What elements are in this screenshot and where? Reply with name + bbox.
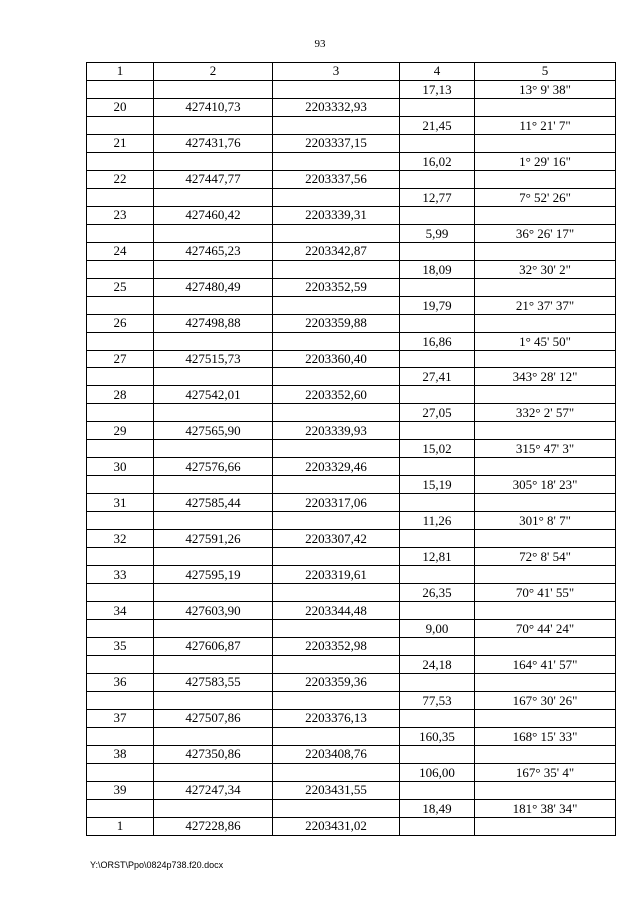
table-cell — [475, 458, 616, 476]
table-row — [87, 134, 616, 152]
table-row — [87, 745, 616, 763]
table-cell: 2203339,93 — [273, 422, 400, 440]
table-cell: 2203359,88 — [273, 314, 400, 332]
table-cell — [475, 566, 616, 584]
table-cell: 164° 41' 57" — [475, 655, 616, 673]
column-header: 3 — [273, 63, 400, 81]
table-cell: 28 — [87, 386, 154, 404]
table-cell — [273, 188, 400, 206]
table-cell: 9,00 — [400, 620, 475, 638]
table-cell: 427565,90 — [154, 422, 273, 440]
table-cell — [154, 799, 273, 817]
table-cell: 301° 8' 7" — [475, 512, 616, 530]
table-cell — [154, 691, 273, 709]
table-row — [87, 152, 616, 170]
table-cell — [273, 512, 400, 530]
table-row — [87, 548, 616, 566]
table-cell — [273, 440, 400, 458]
table-cell — [87, 584, 154, 602]
table-cell: 427576,66 — [154, 458, 273, 476]
table-cell: 2203352,60 — [273, 386, 400, 404]
table-cell: 12,81 — [400, 548, 475, 566]
table-cell — [87, 512, 154, 530]
page-number: 93 — [314, 38, 326, 50]
table-cell — [87, 404, 154, 422]
table-cell: 18,49 — [400, 799, 475, 817]
table-cell: 427431,76 — [154, 134, 273, 152]
table-cell — [87, 799, 154, 817]
table-cell: 27,41 — [400, 368, 475, 386]
table-cell — [154, 404, 273, 422]
table-cell — [475, 206, 616, 224]
table-cell — [273, 116, 400, 134]
table-cell: 427465,23 — [154, 242, 273, 260]
table-cell — [154, 332, 273, 350]
table-row — [87, 781, 616, 799]
table-cell: 427585,44 — [154, 494, 273, 512]
table-cell — [154, 152, 273, 170]
table-row — [87, 242, 616, 260]
table-cell — [273, 548, 400, 566]
table-row — [87, 224, 616, 242]
table-cell: 2203408,76 — [273, 745, 400, 763]
table-cell — [154, 512, 273, 530]
table-cell: 2203344,48 — [273, 602, 400, 620]
table-cell — [154, 224, 273, 242]
coordinates-table — [86, 62, 616, 836]
table-cell — [87, 332, 154, 350]
table-row — [87, 655, 616, 673]
table-cell — [400, 134, 475, 152]
table-cell — [475, 781, 616, 799]
table-row — [87, 98, 616, 116]
table-cell: 21 — [87, 134, 154, 152]
table-cell — [400, 206, 475, 224]
table-cell: 315° 47' 3" — [475, 440, 616, 458]
table-cell — [273, 763, 400, 781]
table-row — [87, 709, 616, 727]
table-cell: 167° 30' 26" — [475, 691, 616, 709]
table-cell — [475, 314, 616, 332]
table-row — [87, 458, 616, 476]
table-cell — [475, 98, 616, 116]
table-cell — [273, 584, 400, 602]
column-header: 1 — [87, 63, 154, 81]
table-cell — [475, 817, 616, 835]
table-row — [87, 314, 616, 332]
file-path-footer: Y:\ORST\Ppo\0824p738.f20.docx — [90, 860, 224, 870]
table-cell: 427606,87 — [154, 638, 273, 656]
table-cell: 15,02 — [400, 440, 475, 458]
table-cell: 19,79 — [400, 296, 475, 314]
table-cell — [475, 350, 616, 368]
table-row — [87, 206, 616, 224]
table-cell — [475, 134, 616, 152]
table-cell: 427410,73 — [154, 98, 273, 116]
table-cell — [400, 566, 475, 584]
table-cell — [400, 278, 475, 296]
table-cell — [273, 620, 400, 638]
table-row — [87, 638, 616, 656]
table-cell: 16,02 — [400, 152, 475, 170]
table-row — [87, 368, 616, 386]
table-row — [87, 584, 616, 602]
table-row — [87, 673, 616, 691]
table-cell: 30 — [87, 458, 154, 476]
table-cell — [475, 673, 616, 691]
table-cell: 36 — [87, 673, 154, 691]
table-cell: 2203317,06 — [273, 494, 400, 512]
table-cell: 27 — [87, 350, 154, 368]
table-cell — [154, 260, 273, 278]
table-cell: 427447,77 — [154, 170, 273, 188]
table-cell — [400, 745, 475, 763]
table-cell: 32 — [87, 530, 154, 548]
table-row — [87, 332, 616, 350]
table-body — [87, 80, 616, 835]
table-cell — [273, 224, 400, 242]
table-cell — [273, 332, 400, 350]
table-cell: 2203431,55 — [273, 781, 400, 799]
table-cell — [87, 80, 154, 98]
table-cell: 427542,01 — [154, 386, 273, 404]
table-cell: 34 — [87, 602, 154, 620]
table-row — [87, 278, 616, 296]
table-cell: 427515,73 — [154, 350, 273, 368]
table-cell — [400, 170, 475, 188]
table-cell: 427228,86 — [154, 817, 273, 835]
table-cell: 2203342,87 — [273, 242, 400, 260]
table-cell — [87, 224, 154, 242]
table-cell: 2203352,59 — [273, 278, 400, 296]
table-row — [87, 386, 616, 404]
table-cell — [273, 80, 400, 98]
table-cell — [87, 440, 154, 458]
table-cell: 427350,86 — [154, 745, 273, 763]
table-row — [87, 422, 616, 440]
table-cell: 72° 8' 54" — [475, 548, 616, 566]
table-row — [87, 799, 616, 817]
table-cell — [154, 763, 273, 781]
table-cell: 427507,86 — [154, 709, 273, 727]
table-cell — [87, 260, 154, 278]
table-cell: 26 — [87, 314, 154, 332]
table-cell — [273, 691, 400, 709]
table-cell — [273, 368, 400, 386]
table-cell — [400, 422, 475, 440]
table-cell: 35 — [87, 638, 154, 656]
table-cell — [87, 691, 154, 709]
column-header: 5 — [475, 63, 616, 81]
table-row — [87, 566, 616, 584]
table-cell: 27,05 — [400, 404, 475, 422]
table-cell — [273, 727, 400, 745]
table-cell — [400, 781, 475, 799]
table-cell — [475, 494, 616, 512]
table-row — [87, 260, 616, 278]
table-row — [87, 476, 616, 494]
table-cell: 13° 9' 38" — [475, 80, 616, 98]
table-cell — [273, 655, 400, 673]
table-row — [87, 620, 616, 638]
table-cell: 1° 29' 16" — [475, 152, 616, 170]
table-cell: 11,26 — [400, 512, 475, 530]
table-cell — [154, 116, 273, 134]
table-cell — [87, 368, 154, 386]
table-cell: 11° 21' 7" — [475, 116, 616, 134]
table-cell: 24,18 — [400, 655, 475, 673]
table-cell — [87, 763, 154, 781]
table-cell: 160,35 — [400, 727, 475, 745]
table-cell — [400, 530, 475, 548]
table-row — [87, 440, 616, 458]
table-cell: 2203359,36 — [273, 673, 400, 691]
table-cell — [400, 458, 475, 476]
table-cell — [87, 727, 154, 745]
table-cell — [87, 620, 154, 638]
table-cell — [475, 422, 616, 440]
table-cell: 168° 15' 33" — [475, 727, 616, 745]
table-cell: 21° 37' 37" — [475, 296, 616, 314]
table-cell: 36° 26' 17" — [475, 224, 616, 242]
table-cell — [400, 314, 475, 332]
table-cell: 427498,88 — [154, 314, 273, 332]
table-cell: 5,99 — [400, 224, 475, 242]
table-cell — [273, 260, 400, 278]
table-cell: 32° 30' 2" — [475, 260, 616, 278]
table-cell: 18,09 — [400, 260, 475, 278]
column-header: 4 — [400, 63, 475, 81]
table-cell: 2203319,61 — [273, 566, 400, 584]
table-cell: 22 — [87, 170, 154, 188]
table-cell — [400, 242, 475, 260]
table-row — [87, 170, 616, 188]
table-cell — [475, 278, 616, 296]
table-cell: 23 — [87, 206, 154, 224]
table-row — [87, 530, 616, 548]
table-cell: 33 — [87, 566, 154, 584]
table-cell: 70° 41' 55" — [475, 584, 616, 602]
table-cell — [154, 80, 273, 98]
table-cell: 24 — [87, 242, 154, 260]
table-cell — [400, 98, 475, 116]
table-cell: 2203339,31 — [273, 206, 400, 224]
table-cell — [154, 584, 273, 602]
table-row — [87, 296, 616, 314]
table-cell — [154, 476, 273, 494]
table-row — [87, 116, 616, 134]
table-cell — [475, 638, 616, 656]
table-cell — [400, 602, 475, 620]
table-cell: 427480,49 — [154, 278, 273, 296]
table-cell: 2203307,42 — [273, 530, 400, 548]
table-row — [87, 817, 616, 835]
table-cell — [154, 440, 273, 458]
table-cell: 2203337,56 — [273, 170, 400, 188]
table-cell — [87, 296, 154, 314]
table-cell — [87, 152, 154, 170]
table-cell: 2203360,40 — [273, 350, 400, 368]
table-cell: 38 — [87, 745, 154, 763]
table-cell: 2203352,98 — [273, 638, 400, 656]
table-cell: 17,13 — [400, 80, 475, 98]
table-cell — [400, 386, 475, 404]
table-cell — [154, 548, 273, 566]
table-cell — [475, 242, 616, 260]
table-row — [87, 80, 616, 98]
table-cell: 20 — [87, 98, 154, 116]
table-cell: 29 — [87, 422, 154, 440]
table-cell — [400, 817, 475, 835]
table-cell: 7° 52' 26" — [475, 188, 616, 206]
table-cell: 427603,90 — [154, 602, 273, 620]
table-cell — [87, 476, 154, 494]
table-cell — [400, 350, 475, 368]
table-cell — [475, 745, 616, 763]
table-cell — [154, 655, 273, 673]
table-cell: 343° 28' 12" — [475, 368, 616, 386]
table-cell: 26,35 — [400, 584, 475, 602]
table-header-row — [87, 63, 616, 81]
table-cell: 2203329,46 — [273, 458, 400, 476]
table-cell: 16,86 — [400, 332, 475, 350]
column-header: 2 — [154, 63, 273, 81]
table-cell: 181° 38' 34" — [475, 799, 616, 817]
table-cell — [87, 548, 154, 566]
table-row — [87, 691, 616, 709]
table-cell — [475, 602, 616, 620]
table-row — [87, 350, 616, 368]
table-cell: 2203376,13 — [273, 709, 400, 727]
table-row — [87, 404, 616, 422]
table-cell — [475, 386, 616, 404]
table-cell: 2203337,15 — [273, 134, 400, 152]
table-cell: 37 — [87, 709, 154, 727]
table-cell — [400, 638, 475, 656]
table-row — [87, 763, 616, 781]
table-cell — [154, 368, 273, 386]
table-cell: 15,19 — [400, 476, 475, 494]
table-cell — [273, 476, 400, 494]
table-cell — [154, 188, 273, 206]
table-row — [87, 602, 616, 620]
table-row — [87, 494, 616, 512]
table-row — [87, 188, 616, 206]
table-cell: 427595,19 — [154, 566, 273, 584]
table-cell — [475, 530, 616, 548]
table-cell: 31 — [87, 494, 154, 512]
table-cell — [273, 404, 400, 422]
table-cell — [475, 709, 616, 727]
table-cell: 77,53 — [400, 691, 475, 709]
table-cell: 427460,42 — [154, 206, 273, 224]
table-cell: 25 — [87, 278, 154, 296]
table-cell — [400, 494, 475, 512]
table-cell — [87, 116, 154, 134]
table-cell: 427591,26 — [154, 530, 273, 548]
table-cell — [273, 296, 400, 314]
table-cell: 106,00 — [400, 763, 475, 781]
table-cell — [273, 152, 400, 170]
table-cell — [154, 620, 273, 638]
table-cell — [400, 673, 475, 691]
table-cell: 427247,34 — [154, 781, 273, 799]
table-cell — [87, 655, 154, 673]
table-cell — [273, 799, 400, 817]
table-cell: 305° 18' 23" — [475, 476, 616, 494]
table-cell: 427583,55 — [154, 673, 273, 691]
table-cell: 1 — [87, 817, 154, 835]
table-cell: 2203332,93 — [273, 98, 400, 116]
table-row — [87, 512, 616, 530]
table-cell: 167° 35' 4" — [475, 763, 616, 781]
table-cell — [400, 709, 475, 727]
table-row — [87, 727, 616, 745]
table-cell: 70° 44' 24" — [475, 620, 616, 638]
table-cell: 21,45 — [400, 116, 475, 134]
table-cell: 39 — [87, 781, 154, 799]
table-cell: 1° 45' 50" — [475, 332, 616, 350]
table-cell — [154, 296, 273, 314]
table-cell: 2203431,02 — [273, 817, 400, 835]
table-cell — [475, 170, 616, 188]
table-cell — [154, 727, 273, 745]
table-cell — [87, 188, 154, 206]
table-cell: 332° 2' 57" — [475, 404, 616, 422]
table-cell: 12,77 — [400, 188, 475, 206]
